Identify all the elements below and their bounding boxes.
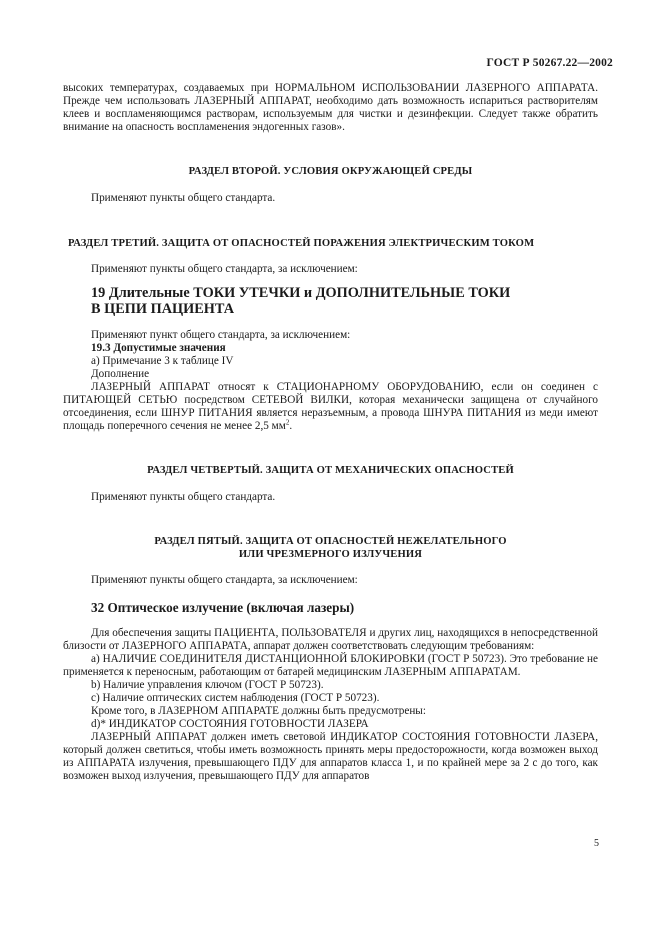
item-a-note: а) Примечание 3 к таблице IV	[91, 355, 234, 367]
stationary-equipment-text: ЛАЗЕРНЫЙ АППАРАТ относят к СТАЦИОНАРНОМУ ОБОРУДОВАНИЮ, если он соединен с ПИТАЮЩЕЙ СЕТЬЮ посредством СЕТЕВОЙ ВИЛКИ, которая механически защищена от случайного отсоединения, если ШНУР ПИТАНИЯ является неразъемным, а провода ШНУРА ПИТАНИЯ из меди имеют площадь поперечного сечения не менее 2,5 мм	[63, 381, 598, 432]
section-2-title: РАЗДЕЛ ВТОРОЙ. УСЛОВИЯ ОКРУЖАЮЩЕЙ СРЕДЫ	[188, 166, 473, 177]
clause-19-title-line1: 19 Длительные ТОКИ УТЕЧКИ и ДОПОЛНИТЕЛЬНЫЕ ТОКИ	[91, 285, 511, 301]
subclause-19-3: 19.3 Допустимые значения	[91, 342, 226, 354]
addition-label: Дополнение	[91, 368, 150, 380]
clause-19-text: Применяют пункт общего стандарта, за исключением:	[91, 329, 351, 341]
section-3-title: РАЗДЕЛ ТРЕТИЙ. ЗАЩИТА ОТ ОПАСНОСТЕЙ ПОРАЖЕНИЯ ЭЛЕКТРИЧЕСКИМ ТОКОМ	[68, 238, 535, 249]
section-2-text: Применяют пункты общего стандарта.	[91, 192, 276, 204]
section-5-text: Применяют пункты общего стандарта, за исключением:	[91, 574, 358, 586]
clause-19-title-line2: В ЦЕПИ ПАЦИЕНТА	[91, 301, 235, 317]
clause-32-intro: Для обеспечения защиты ПАЦИЕНТА, ПОЛЬЗОВАТЕЛЯ и других лиц, находящихся в непосредственной близости от ЛАЗЕРНОГО АППАРАТА, аппарат должен соответствовать следующим требованиям:	[63, 627, 598, 652]
document-body	[63, 82, 598, 783]
section-3-text: Применяют пункты общего стандарта, за исключением:	[91, 263, 358, 275]
clause-32-title: 32 Оптическое излучение (включая лазеры)	[91, 600, 355, 615]
square-superscript: 2	[285, 418, 290, 427]
ready-indicator-paragraph: ЛАЗЕРНЫЙ АППАРАТ должен иметь световой ИНДИКАТОР СОСТОЯНИЯ ГОТОВНОСТИ ЛАЗЕРА, который должен светиться, чтобы иметь возможность принять меры предосторожности, когда возможен выход из АППАРАТА излучения, превышающего ПДУ для аппаратов класса 1, и по крайней мере за 2 с до того, как возможен выход излучения, превышающего ПДУ для аппаратов	[63, 731, 598, 782]
section-4-text: Применяют пункты общего стандарта.	[91, 491, 276, 503]
item-b-key-control: b) Наличие управления ключом (ГОСТ Р 50723).	[91, 679, 324, 691]
section-4-title: РАЗДЕЛ ЧЕТВЕРТЫЙ. ЗАЩИТА ОТ МЕХАНИЧЕСКИХ ОПАСНОСТЕЙ	[147, 465, 514, 476]
additional-requirements: Кроме того, в ЛАЗЕРНОМ АППАРАТЕ должны быть предусмотрены:	[91, 705, 426, 717]
item-d-ready-indicator: d)* ИНДИКАТОР СОСТОЯНИЯ ГОТОВНОСТИ ЛАЗЕРА	[91, 718, 369, 730]
section-5-title-line1: РАЗДЕЛ ПЯТЫЙ. ЗАЩИТА ОТ ОПАСНОСТЕЙ НЕЖЕЛАТЕЛЬНОГО	[154, 536, 507, 547]
document-header: ГОСТ Р 50267.22—2002	[486, 57, 613, 69]
item-c-optical-systems: c) Наличие оптических систем наблюдения (ГОСТ Р 50723).	[91, 692, 380, 704]
item-a-interlock: а) НАЛИЧИЕ СОЕДИНИТЕЛЯ ДИСТАНЦИОННОЙ БЛОКИРОВКИ (ГОСТ Р 50723). Это требование не применяется к переносным, работающим от батарей медицинским ЛАЗЕРНЫМ АППАРАТАМ.	[63, 653, 598, 678]
page-number: 5	[594, 838, 599, 849]
paragraph-end-mark: .	[289, 420, 293, 432]
section-5-title-line2: ИЛИ ЧРЕЗМЕРНОГО ИЗЛУЧЕНИЯ	[238, 549, 423, 560]
stationary-equipment-paragraph	[63, 381, 598, 433]
intro-paragraph: высоких температурах, создаваемых при НОРМАЛЬНОМ ИСПОЛЬЗОВАНИИ ЛАЗЕРНОГО АППАРАТА. Прежде чем использовать ЛАЗЕРНЫЙ АППАРАТ, необходимо дать возможность испариться растворителям клеев и воспламеняющимся растворам, используемым для чистки и дезинфекции. Следует также обратить внимание на опасность воспламенения эндогенных газов».	[63, 82, 598, 133]
